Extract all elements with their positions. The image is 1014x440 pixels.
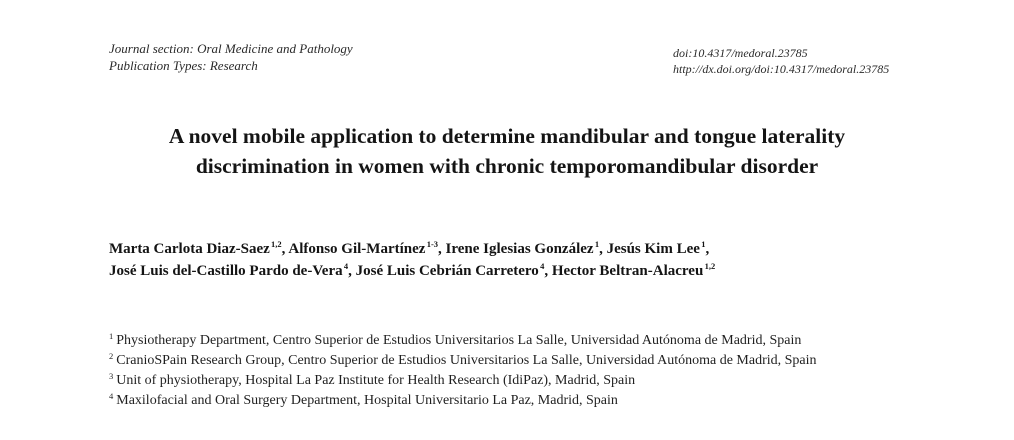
affiliation-item [109,331,817,351]
title-line-1: A novel mobile application to determine mandibular and tongue laterality [168,124,846,148]
publication-types: Publication Types: Research [109,58,258,73]
affiliation-text: Maxilofacial and Oral Surgery Department, Hospital Universitario La Paz, Madrid, Spain [116,393,618,408]
author-name: Hector Beltran-Alacreu [551,263,704,279]
title-line-2: discrimination in women with chronic temporomandibular disorder [195,154,819,178]
author-line-1 [109,238,715,260]
author-affil-sup: 1,2 [704,261,716,271]
affiliation-item [109,351,817,371]
affiliation-number: 1 [109,331,114,341]
journal-meta [109,40,353,74]
doi-meta [673,45,889,77]
affiliation-item [109,391,817,411]
author-sep: , [599,241,607,257]
author-affil-sup: 1 [594,239,600,249]
affiliation-number: 4 [109,391,114,401]
author-sep: , [438,241,446,257]
journal-section: Journal section: Oral Medicine and Pathology [109,41,353,56]
affiliation-number: 3 [109,371,114,381]
affiliation-list [109,331,817,411]
author-sep: , [705,241,710,257]
author-name: Alfonso Gil-Martínez [288,241,426,257]
affiliation-text: Unit of physiotherapy, Hospital La Paz Institute for Health Research (IdiPaz), Madrid, Spain [116,373,636,388]
author-sep: , [348,263,356,279]
author-name: José Luis del-Castillo Pardo de-Vera [109,263,343,279]
author-affil-sup: 1 [701,239,706,249]
author-sep: , [281,241,289,257]
affiliation-text: Physiotherapy Department, Centro Superior de Estudios Universitarios La Salle, Universidad Autónoma de Madrid, Spain [116,333,802,348]
author-affil-sup: 1-3 [426,239,439,249]
author-line-2 [109,260,715,282]
author-affil-sup: 4 [343,261,349,271]
doi-link[interactable]: http://dx.doi.org/doi:10.4317/medoral.23785 [673,62,890,76]
author-name: Jesús Kim Lee [606,241,700,257]
affiliation-number: 2 [109,351,114,361]
doi-text: doi:10.4317/medoral.23785 [673,46,808,60]
affiliation-text: CranioSPain Research Group, Centro Superior de Estudios Universitarios La Salle, Universidad Autónoma de Madrid, Spain [116,353,817,368]
author-name: Marta Carlota Diaz-Saez [109,241,270,257]
author-name: Irene Iglesias González [445,241,594,257]
author-affil-sup: 1,2 [271,239,282,249]
affiliation-item [109,371,817,391]
author-list [109,238,715,282]
author-sep: , [544,263,552,279]
paper-title [0,121,1014,181]
author-affil-sup: 4 [540,261,545,271]
author-name: José Luis Cebrián Carretero [355,263,539,279]
